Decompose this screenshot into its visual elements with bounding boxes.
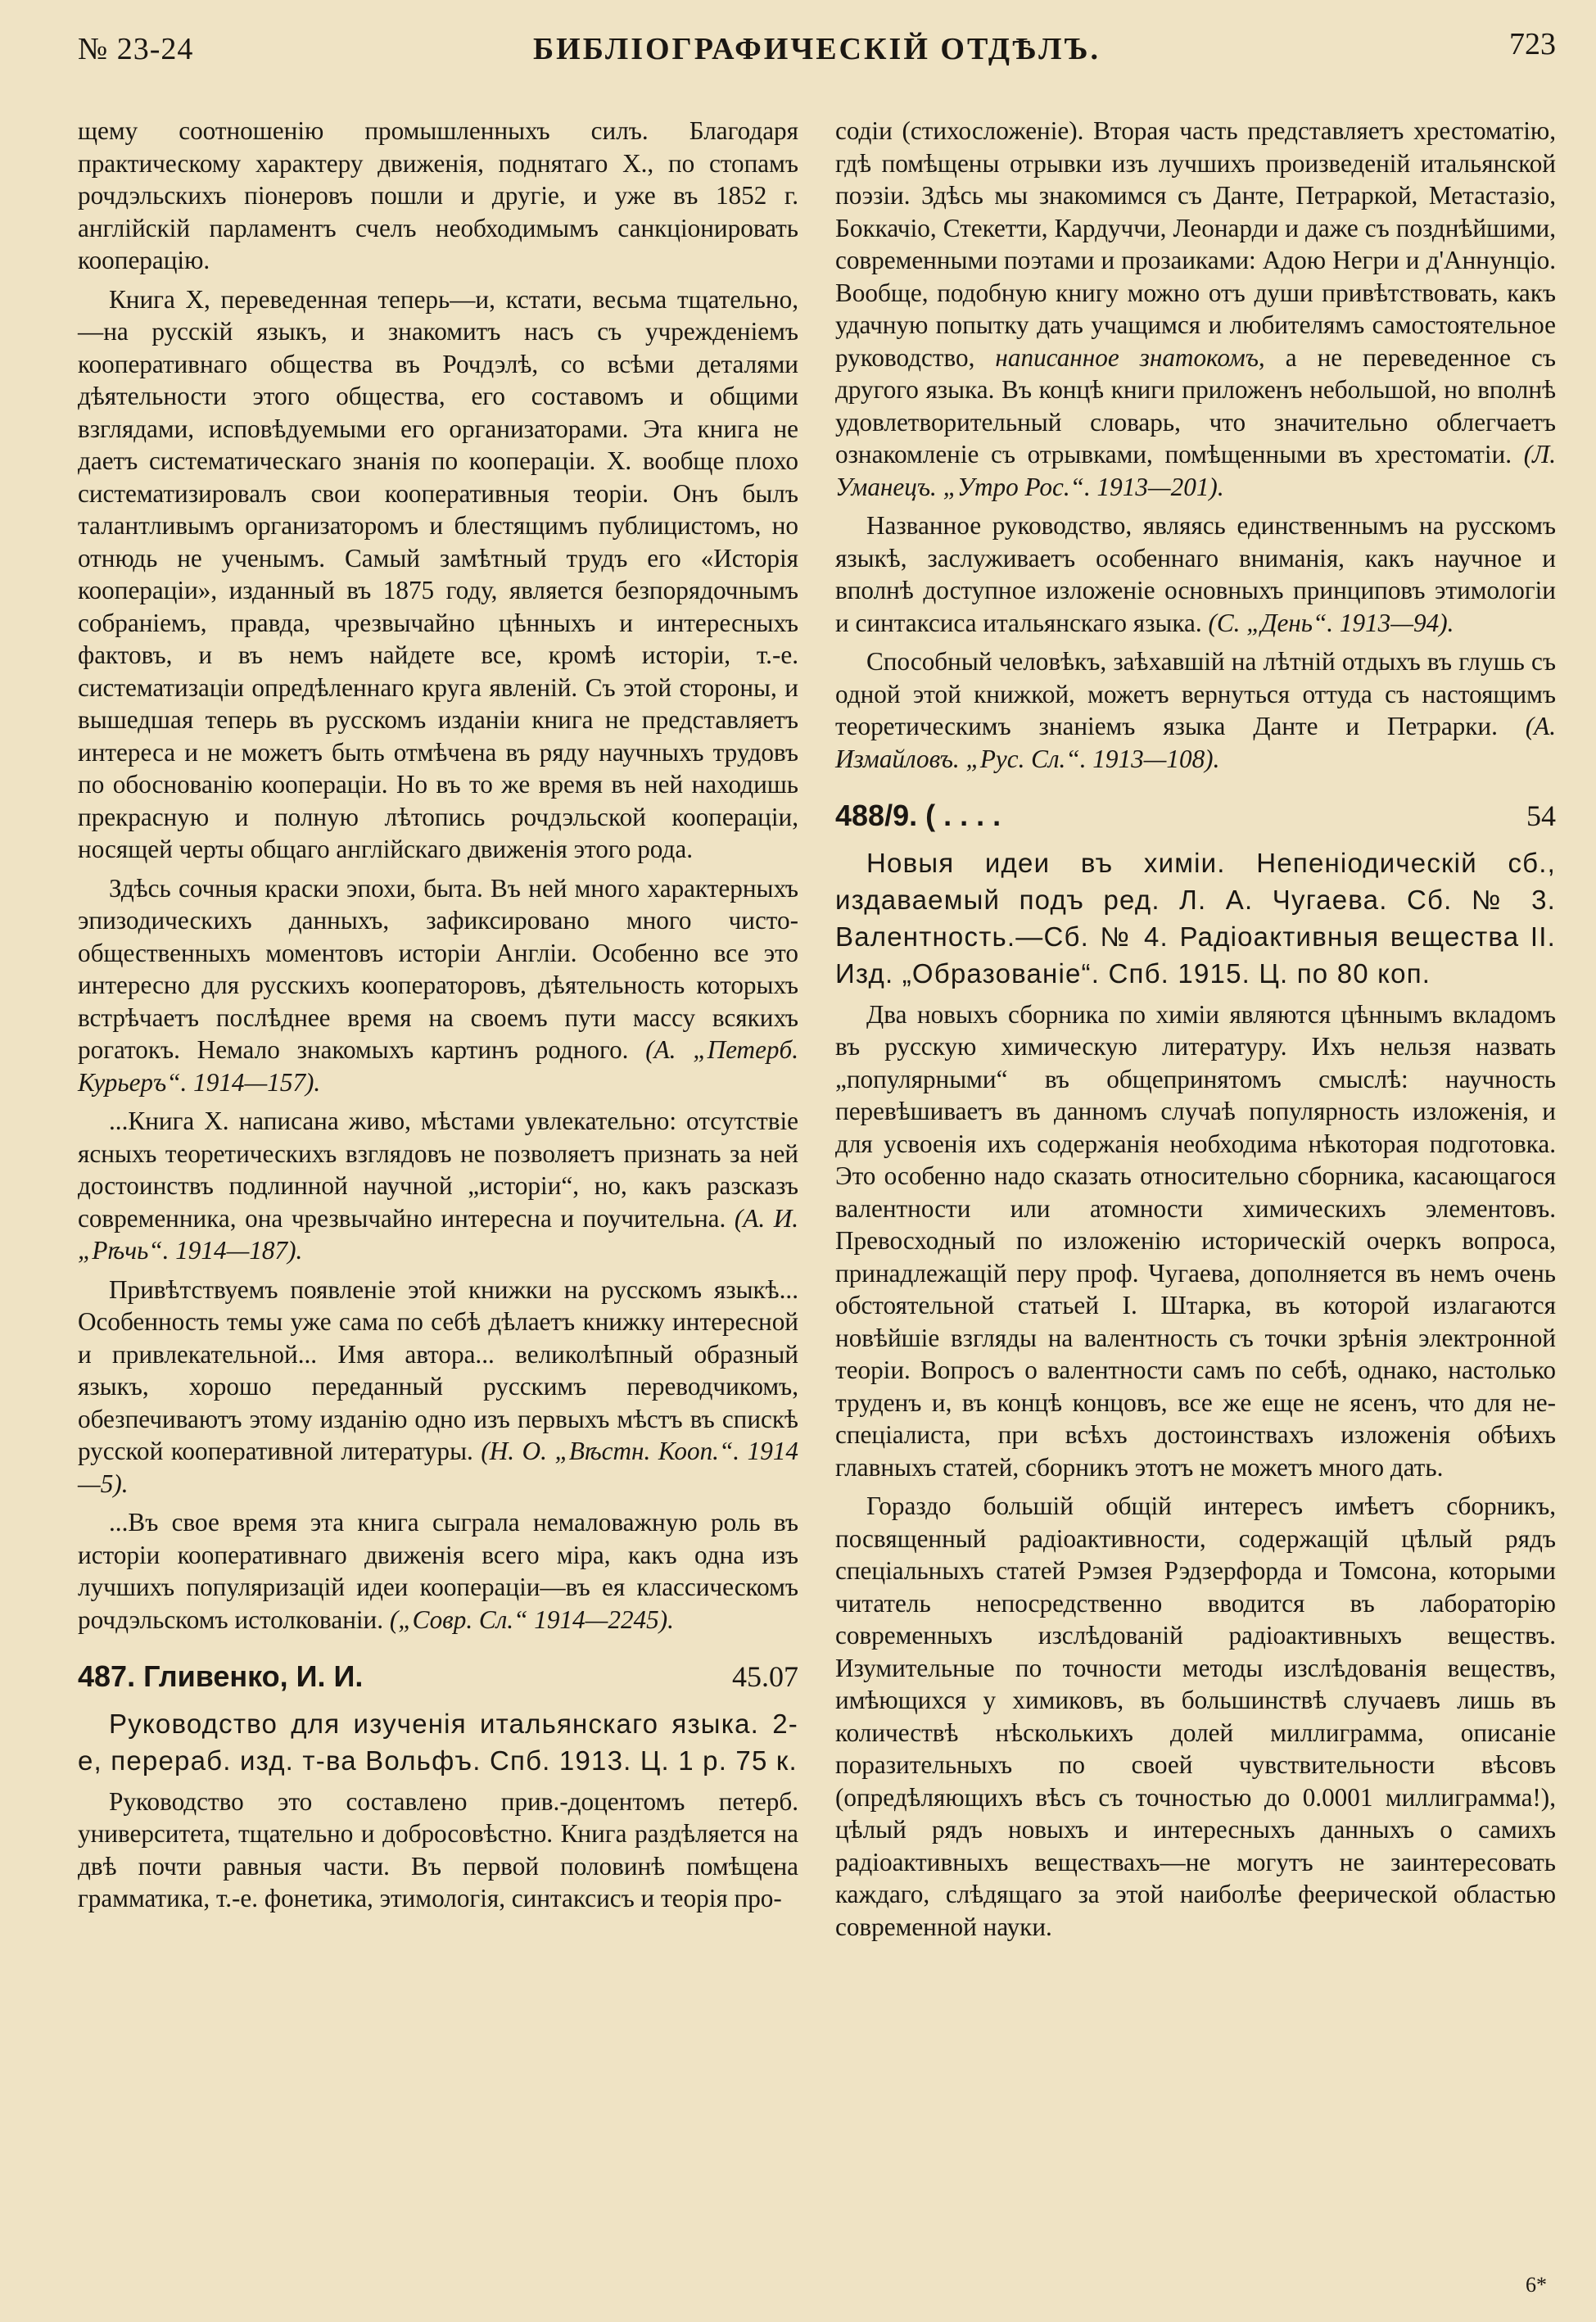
paragraph-text: Здѣсь сочныя краски эпохи, быта. Въ ней много характерныхъ эпизодическихъ данныхъ, зафиксировано много чисто-общественныхъ моментовъ исторіи Англіи. Особенно все это интересно для русскихъ кооператоровъ, дѣятельность которыхъ встрѣчаетъ послѣднее время на своемъ пути массу всякихъ рогатокъ. Немало знакомыхъ картинъ родного. <box>78 873 798 1064</box>
paragraph-text: Привѣтствуемъ появленіе этой книжки на русскомъ языкѣ... Особенность темы уже сама по себѣ дѣлаетъ книжку интересной и привлекательной... Имя автора... великолѣпный образный языкъ, хорошо переданный русскимъ переводчикомъ, обезпечиваютъ этому изданію одно изъ первыхъ мѣстъ въ спискѣ русской кооперативной литературы. <box>78 1274 798 1465</box>
page-header <box>78 27 1556 80</box>
paragraph <box>78 1105 798 1267</box>
citation: (А. И. „Рѣчь“. 1914—187). <box>78 1203 799 1265</box>
paragraph-text: ...Въ свое время эта книга сыграла немаловажную роль въ исторіи кооперативнаго движенія всего міра, какъ одна изъ лучшихъ популяризацій идеи коопераціи—въ ея классическомъ рочдэльскомъ истолкованіи. <box>78 1508 798 1634</box>
paragraph-text: Способный человѣкъ, заѣхавшій на лѣтній отдыхъ въ глушь съ одной этой книжкой, можетъ вернуться оттуда съ настоящимъ теоретическимъ знаніемъ языка Данте и Петрарки. <box>835 647 1556 740</box>
citation: (С. „День“. 1913—94). <box>1208 608 1454 637</box>
entry-description: Руководство для изученія итальянскаго языка. 2-е, перераб. изд. т-ва Вольфъ. Спб. 1913. Ц. 1 р. 75 к. <box>78 1708 798 1776</box>
paragraph <box>835 509 1556 639</box>
right-column <box>835 115 1556 1943</box>
paragraph: щему соотношенію промышленныхъ силъ. Благодаря практическому характеру движенія, поднятаго X., по стопамъ рочдэльскихъ піонеровъ пошли и другіе, и уже въ 1852 г. англійскій парламентъ счелъ необходимымъ санкціонировать кооперацію. <box>78 116 798 274</box>
paragraph <box>78 872 798 1099</box>
citation: (Н. О. „Вѣстн. Кооп.“. 1914—5). <box>78 1437 799 1498</box>
entry-price: 45.07 <box>732 1660 798 1693</box>
paragraph: Руководство это составлено прив.-доцентомъ петерб. университета, тщательно и добросовѣстно. Книга раздѣляется на двѣ почти равныя части. Въ первой половинѣ помѣщена грамматика, т.-е. фонетика, этимологія, синтаксисъ и теорія про- <box>78 1786 798 1912</box>
citation: (А. „Петерб. Курьеръ“. 1914—157). <box>78 1035 798 1097</box>
left-column <box>78 115 798 1915</box>
entry-title <box>78 1660 363 1693</box>
paragraph: Книга X, переведенная теперь—и, кстати, весьма тщательно,—на русскій языкъ, и знакомитъ насъ съ учрежденіемъ кооперативнаго общества въ Рочдэлѣ, со всѣми деталями дѣятельности этого общества, его составомъ и общими взглядами, исповѣдуемыми его организаторами. Эта книга не даетъ систематическаго знанія по коопераціи. X. вообще плохо систематизировалъ свои кооперативныя теоріи. Онъ былъ талантливымъ организаторомъ и блестящимъ публицистомъ, но отнюдь не ученымъ. Самый замѣтный трудъ его «Исторія коопераціи», изданный въ 1875 году, является безпорядочнымъ собраніемъ, правда, чрезвычайно цѣнныхъ и интересныхъ фактовъ, и въ немъ найдете все, кромѣ исторіи, т.-е. систематизаціи опредѣленнаго круга явленій. Съ этой стороны, и вышедшая теперь въ русскомъ изданіи книга не представляетъ интереса и не можетъ быть отмѣчена въ ряду научныхъ трудовъ по обоснованію коопераціи. Но въ то же время въ ней находишь прекрасную и полную лѣтопись рочдэльской коопераціи, носящей черты общаго англійскаго движенія этого рода. <box>78 284 798 863</box>
paragraph-text: ...Книга X. написана живо, мѣстами увлекательно: отсутствіе ясныхъ теоретическихъ взглядовъ не позволяетъ признать за ней достоинствъ подлинной научной „исторіи“, но, какъ разсказъ современника, она чрезвычайно интересна и поучительна. <box>78 1107 798 1233</box>
printer-signature: 6* <box>1526 2273 1547 2297</box>
paragraph <box>835 115 1556 503</box>
paragraph <box>78 1506 798 1636</box>
paragraph-text: содіи (стихосложеніе). Вторая часть представляетъ хрестоматію, гдѣ помѣщены отрывки изъ лучшихъ произведеній итальянской поэзіи. Здѣсь мы знакомимся съ Данте, Петраркой, Метастазіо, Боккачіо, Стекетти, Кардуччи, Леонарди и даже съ позднѣйшими, современными поэтами и прозаиками: Адою Негри и д'Аннунціо. Вообще, подобную книгу можно отъ души привѣтствовать, какъ удачную попытку дать учащимся и любителямъ самостоятельное руководство, <box>835 116 1556 372</box>
issue-number: № 23-24 <box>78 32 194 66</box>
paragraph: Гораздо большій общій интересъ имѣетъ сборникъ, посвященный радіоактивности, содержащій цѣлый рядъ спеціальныхъ статей Рэмзея Рэдзерфорда и Томсона, которыми читатель непосредственно вводится въ лабораторію современныхъ изслѣдованій радіоактивныхъ веществъ. Изумительные по точности методы изслѣдованія веществъ, имѣющихся у химиковъ, въ большинствѣ случаевъ лишь въ количествѣ нѣсколькихъ долей миллиграмма, описаніе поразительныхъ по своей чувствительности вѣсовъ (опредѣляющихъ вѣсъ съ точностью до 0.0001 миллиграмма!), цѣлый рядъ новыхъ и интересныхъ данныхъ о самихъ радіоактивныхъ веществахъ—не могутъ не заинтересовать каждаго, слѣдящаго за этой наиболѣе феерической областью современной науки. <box>835 1491 1556 1941</box>
page-number: 723 <box>1509 27 1556 61</box>
section-title: БИБЛІОГРАФИЧЕСКІЙ ОТДѢЛЪ. <box>533 32 1101 66</box>
paragraph <box>78 1274 798 1500</box>
citation: (А. Измайловъ. „Рус. Сл.“. 1913—108). <box>835 712 1556 773</box>
paragraph-text: Названное руководство, являясь единственнымъ на русскомъ языкѣ, заслуживаетъ особеннаго вниманія, какъ научное и вполнѣ доступное изложеніе основныхъ принциповъ этимологіи и синтаксиса итальянскаго языка. <box>835 511 1556 637</box>
paragraph <box>835 645 1556 775</box>
entry-number: 488/9. <box>835 799 918 832</box>
entry-author: ( . . . . <box>925 799 1001 832</box>
entry-description: Новыя идеи въ химіи. Непеніодическій сб., издаваемый подъ ред. Л. А. Чугаева. Сб. № 3. Валентность.—Сб. № 4. Радіоактивныя вещества II. Изд. „Образованіе“. Спб. 1915. Ц. по 80 коп. <box>835 847 1556 989</box>
citation: („Совр. Сл.“ 1914—2245). <box>389 1605 674 1634</box>
entry-heading <box>835 799 1556 833</box>
entry-title <box>835 799 1001 832</box>
entry-price: 54 <box>1526 799 1556 832</box>
paragraph-text: а не переведенное съ другого языка. Въ концѣ книги приложенъ небольшой, но вполнѣ удовлетворительный словарь, что значительно облегчаетъ ознакомленіе съ отрывками, помѣщенными въ хрестоматіи. <box>835 342 1556 468</box>
emphasis: написанное знатокомъ, <box>995 342 1265 372</box>
citation: (Л. Уманецъ. „Утро Рос.“. 1913—201). <box>835 440 1557 501</box>
paragraph: Два новыхъ сборника по химіи являются цѣннымъ вкладомъ въ русскую химическую литературу. Ихъ нельзя назвать „популярными“ въ общепринятомъ смыслѣ: научность перевѣшиваетъ въ данномъ случаѣ популярность изложенія, и для усвоенія ихъ содержанія необходима нѣкоторая подготовка. Это особенно надо сказать относительно сборника, касающагося валентности или атомности химическихъ элементовъ. Превосходный по изложенію историческій очеркъ вопроса, принадлежащій перу проф. Чугаева, дополняется въ немъ очень обстоятельной статьей І. Штарка, въ которой излагаются новѣйшіе взгляды на валентность съ точки зрѣнія электронной теоріи. Вопросъ о валентности самъ по себѣ, однако, настолько труденъ и, въ концѣ концовъ, все же еще не ясенъ, что для не-спеціалиста, при всѣхъ достоинствахъ изложенія обѣихъ главныхъ статей, сборникъ этотъ не можетъ много дать. <box>835 999 1556 1482</box>
entry-author: Гливенко, И. И. <box>143 1659 364 1693</box>
entry-heading <box>78 1660 798 1694</box>
entry-number: 487. <box>78 1659 136 1693</box>
